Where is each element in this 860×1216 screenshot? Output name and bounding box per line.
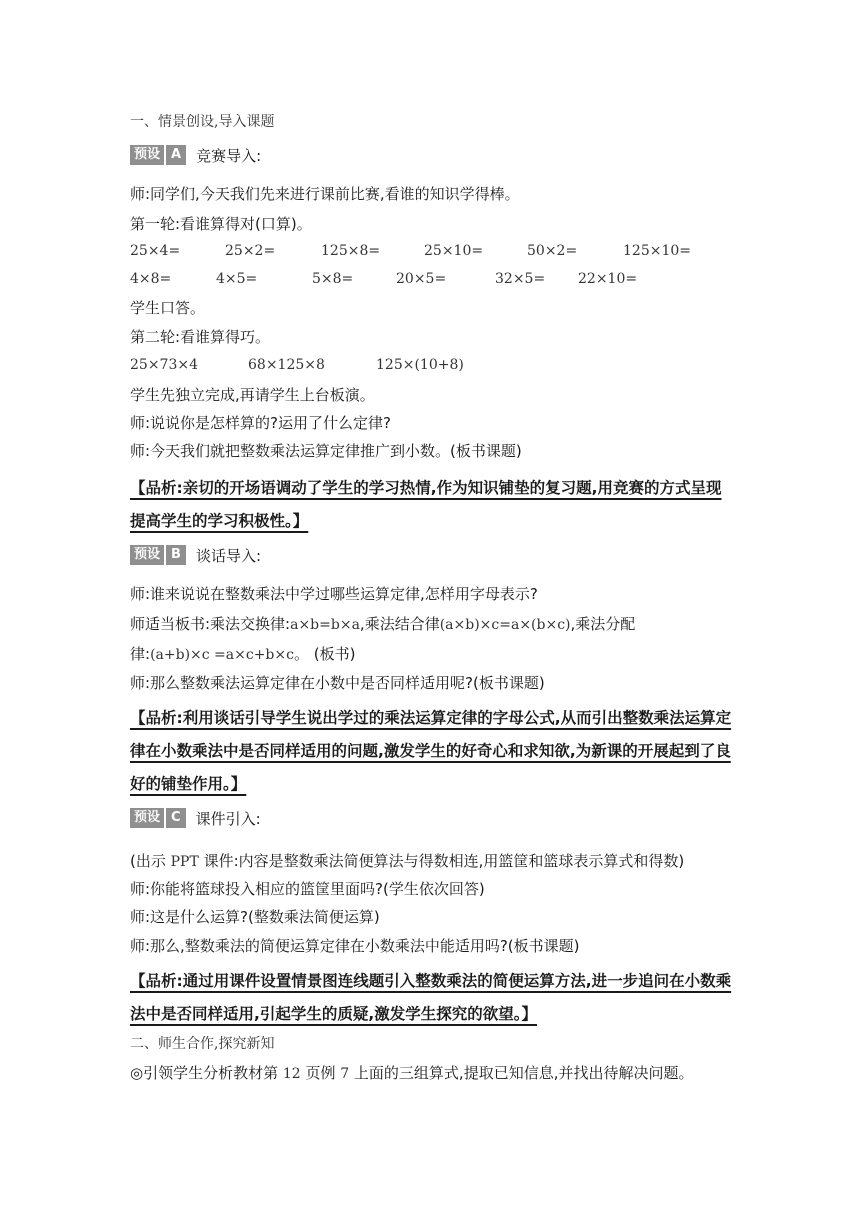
text-line: 师:今天我们就把整数乘法运算定律推广到小数。(板书课题)	[130, 442, 522, 460]
equation: 25×73×4	[130, 357, 198, 373]
preset-badge: 预设 B	[130, 545, 186, 565]
preset-b	[130, 544, 261, 566]
equation: 25×4=	[130, 243, 181, 259]
text-line: 律:(a+b)×c =a×c+b×c。 (板书)	[130, 645, 356, 663]
commentary-b: 【品析:利用谈话引导学生说出学过的乘法运算定律的字母公式,从而引出整数乘法运算定律在小数乘法中是否同样适用的问题,激发学生的好奇心和求知欲,为新课的开展起到了良好的铺垫作用。】	[130, 709, 732, 793]
text-line: 师:说说你是怎样算的?运用了什么定律?	[130, 414, 391, 432]
preset-title: 竞赛导入:	[196, 146, 262, 165]
oral-calc-row-1	[130, 243, 750, 263]
text-line: 学生口答。	[130, 299, 206, 317]
oral-calc-row-2	[130, 271, 750, 291]
equation: 25×2=	[225, 243, 276, 259]
equation: 22×10=	[578, 271, 638, 287]
text-line: 师:那么整数乘法运算定律在小数中是否同样适用呢?(板书课题)	[130, 674, 545, 692]
equation: 125×10=	[623, 243, 691, 259]
text-line: 师:谁来说说在整数乘法中学过哪些运算定律,怎样用字母表示?	[130, 585, 538, 603]
equation: 125×8=	[321, 243, 381, 259]
preset-a	[130, 144, 261, 166]
equation: 25×10=	[424, 243, 484, 259]
commentary-c: 【品析:通过用课件设置情景图连线题引入整数乘法的简便运算方法,进一步追问在小数乘法中是否同样适用,引起学生的质疑,激发学生探究的欲望。】	[130, 972, 732, 1023]
equation: 32×5=	[495, 271, 546, 287]
preset-badge: 预设 C	[130, 808, 186, 828]
text-line: 学生先独立完成,再请学生上台板演。	[130, 386, 375, 404]
text-line: 师:同学们,今天我们先来进行课前比赛,看谁的知识学得棒。	[130, 185, 520, 203]
clever-calc-row	[130, 357, 750, 377]
text-line: 第一轮:看谁算得对(口算)。	[130, 215, 312, 233]
text-line: 师适当板书:乘法交换律:a×b=b×a,乘法结合律(a×b)×c=a×(b×c),乘法分配	[130, 615, 636, 633]
preset-badge: 预设 A	[130, 145, 186, 165]
text-line: 师:这是什么运算?(整数乘法简便运算)	[130, 908, 380, 926]
equation: 20×5=	[396, 271, 447, 287]
equation: 5×8=	[312, 271, 354, 287]
equation: 4×8=	[130, 271, 172, 287]
text-line: ◎引领学生分析教材第 12 页例 7 上面的三组算式,提取已知信息,并找出待解决问题。	[130, 1064, 694, 1082]
text-line: 师:那么,整数乘法的简便运算定律在小数乘法中能适用吗?(板书课题)	[130, 937, 580, 955]
section-heading-1: 一、情景创设,导入课题	[130, 114, 275, 130]
section-heading-2: 二、师生合作,探究新知	[130, 1036, 275, 1052]
preset-c	[130, 807, 261, 829]
preset-title: 谈话导入:	[195, 546, 261, 565]
text-line: 第二轮:看谁算得巧。	[130, 328, 271, 346]
equation: 125×(10+8)	[376, 357, 464, 373]
equation: 50×2=	[527, 243, 578, 259]
text-line: (出示 PPT 课件:内容是整数乘法简便算法与得数相连,用篮筐和篮球表示算式和得数)	[130, 852, 685, 870]
equation: 4×5=	[216, 271, 258, 287]
equation: 68×125×8	[248, 357, 325, 373]
text-line: 师:你能将篮球投入相应的篮筐里面吗?(学生依次回答)	[130, 880, 485, 898]
preset-title: 课件引入:	[195, 809, 261, 828]
commentary-a: 【品析:亲切的开场语调动了学生的学习热情,作为知识铺垫的复习题,用竞赛的方式呈现提高学生的学习积极性。】	[130, 479, 722, 530]
